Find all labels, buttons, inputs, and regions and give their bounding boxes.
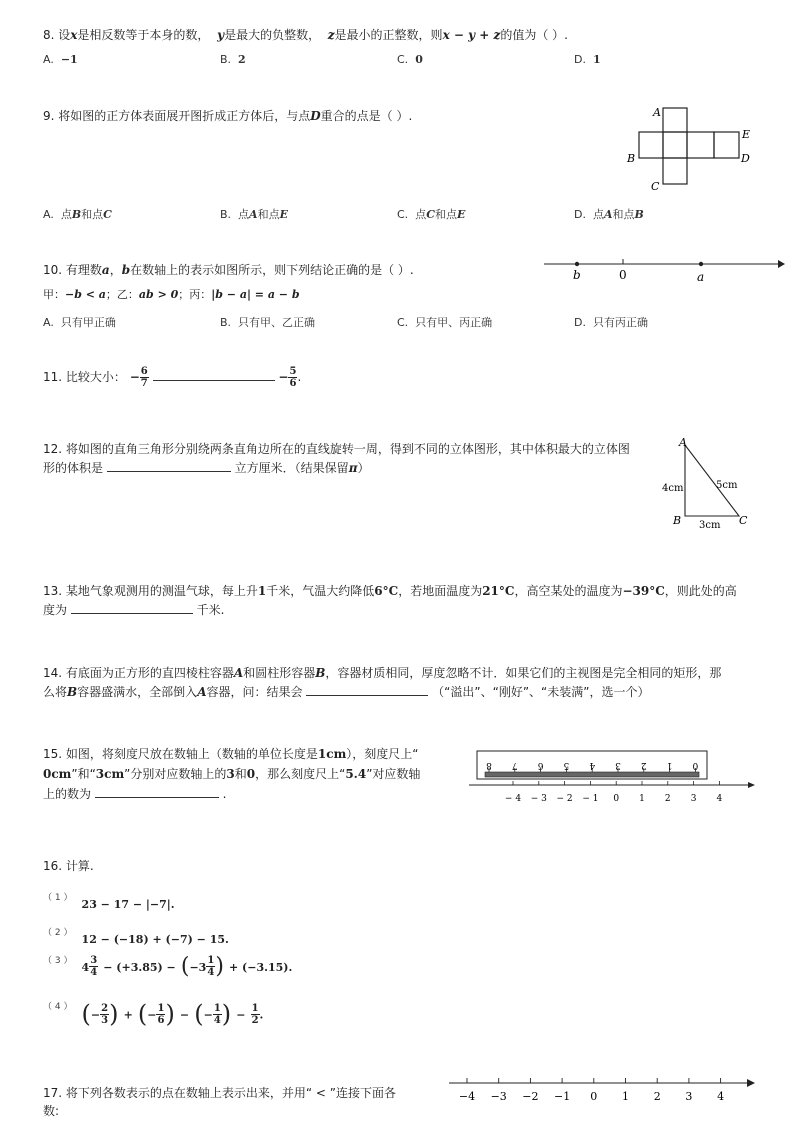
question-12-line1: 12. 将如图的直角三角形分别绕两条直角边所在的直线旋转一周，得到不同的立体图形，其中体积最大的立体图 — [43, 442, 630, 456]
q17-number-line — [445, 1074, 760, 1106]
axis-tick-label: − 2 — [556, 794, 573, 804]
question-13-line1: 13. 某地气象观测用的测温气球，每上升1千米，气温大约降低6°C，若地面温度为21°C，高空某处的温度为−39°C，则此处的高 — [43, 584, 737, 598]
axis-tick-label: −3 — [490, 1090, 507, 1103]
question-8-stem: 8. 设x是相反数等于本身的数， y是最大的负整数， z是最小的正整数，则x − y + z的值为（ ）. — [43, 28, 568, 42]
axis-tick-label: − 1 — [582, 794, 599, 804]
answer-blank-q11[interactable] — [153, 380, 275, 381]
ruler-tick-label: 5 — [563, 760, 570, 770]
q8-option-b[interactable]: B. 2 — [220, 53, 246, 66]
triangle-label-a: A — [679, 436, 687, 449]
answer-blank-q13[interactable] — [71, 613, 193, 614]
q10-number-line — [540, 252, 785, 284]
axis-tick-label: 3 — [685, 1090, 693, 1103]
axis-tick-label: 1 — [639, 794, 645, 804]
q10-option-b[interactable]: B. 只有甲、乙正确 — [220, 316, 316, 329]
q10-option-a[interactable]: A. 只有甲正确 — [43, 316, 116, 329]
net-label-c: C — [651, 180, 660, 193]
q9-option-b[interactable]: B. 点A和点E — [220, 208, 288, 221]
axis-tick-label: 2 — [664, 794, 671, 804]
ruler-tick-label: 7 — [511, 760, 518, 770]
axis-tick-label: − 4 — [504, 794, 522, 804]
question-13-line2: 度为 千米. — [43, 603, 225, 617]
answer-blank-q12[interactable] — [107, 471, 231, 472]
net-label-b: B — [627, 152, 636, 165]
ruler-on-number-line-figure — [465, 748, 760, 808]
q8-option-d[interactable]: D. 1 — [574, 53, 601, 66]
ruler-tick-label: 0 — [692, 760, 699, 770]
right-triangle-figure — [655, 436, 755, 531]
fraction-five-sixths: $\frac{5}{6}$ — [289, 366, 297, 389]
axis-tick-label: − 3 — [530, 794, 547, 804]
q9-option-c[interactable]: C. 点C和点E — [397, 208, 466, 221]
net-label-e: E — [742, 128, 751, 141]
q8-option-c[interactable]: C. 0 — [397, 53, 423, 66]
ruler-tick-label: 3 — [615, 760, 621, 770]
ruler-tick-label: 4 — [589, 760, 596, 770]
question-15-line1: 15. 如图，将刻度尺放在数轴上（数轴的单位长度是1cm），刻度尺上“ — [43, 747, 419, 761]
fraction-six-sevenths: $\frac{6}{7}$ — [140, 366, 148, 389]
q16-item-1: （ 1 ） $_{23 - 17 - |-7|.}$ — [43, 893, 175, 911]
question-9-stem: 9. 将如图的正方体表面展开图折成正方体后，与点D重合的点是（ ）. — [43, 109, 413, 123]
axis-tick-label: 0 — [613, 794, 620, 804]
ruler-tick-label: 6 — [537, 760, 544, 770]
question-15-line3: 上的数为 . — [43, 787, 227, 801]
ruler-tick-label: 2 — [640, 760, 647, 770]
question-12-line2: 形的体积是 立方厘米．（结果保留π） — [43, 461, 370, 475]
question-17-line1: 17. 将下列各数表示的点在数轴上表示出来，并用“ < ”连接下面各 — [43, 1086, 397, 1100]
net-label-a: A — [653, 106, 661, 119]
axis-tick-label: 2 — [653, 1090, 661, 1103]
question-10-stem: 10. 有理数a，b在数轴上的表示如图所示，则下列结论正确的是（ ）. — [43, 263, 414, 277]
question-10-statements: 甲：−b < a；乙：ab > 0；丙：|b − a| = a − b — [43, 288, 300, 301]
axis-label-zero: 0 — [619, 268, 627, 282]
q10-option-c[interactable]: C. 只有甲、丙正确 — [397, 316, 493, 329]
q9-option-a[interactable]: A. 点B和点C — [43, 208, 112, 221]
question-17-line2: 数: — [43, 1104, 60, 1118]
axis-tick-label: 1 — [622, 1090, 629, 1103]
answer-blank-q15[interactable] — [95, 797, 219, 798]
answer-blank-q14[interactable] — [306, 695, 428, 696]
side-ab-label: 4cm — [662, 483, 684, 494]
ruler-tick-label: 8 — [486, 760, 492, 770]
q8-option-a[interactable]: A. −1 — [43, 53, 78, 66]
triangle-label-c: C — [739, 514, 748, 527]
side-bc-label: 3cm — [699, 520, 721, 531]
fraction-one-quarter: $\frac{1}{4}$ — [207, 955, 215, 978]
q16-item-2: （ 2 ） $_{12 - (-18) + (-7) - 15.}$ — [43, 928, 229, 946]
axis-label-b: b — [573, 268, 581, 282]
q16-item-3: $^{( 3 )}$ 4 $\frac{3}{4}$ − (+3.85) − (−3 $\frac{1}{4}$ ) + (−3.15). — [43, 954, 293, 979]
axis-tick-label: 4 — [717, 1090, 725, 1103]
axis-tick-label: −2 — [522, 1090, 539, 1103]
q9-option-d[interactable]: D. 点A和点B — [574, 208, 644, 221]
fraction-three-quarters: $\frac{3}{4}$ — [90, 955, 98, 978]
cube-net-figure — [620, 100, 760, 195]
triangle-label-b: B — [673, 514, 682, 527]
axis-tick-label: −1 — [553, 1090, 571, 1103]
question-14-line2: 么将B容器盛满水，全部倒入A容器，问：结果会 （“溢出”、“刚好”、“未装满”，选一个） — [43, 685, 650, 699]
axis-tick-label: 4 — [716, 794, 723, 804]
ruler-tick-label: 1 — [666, 760, 673, 770]
axis-label-a: a — [697, 270, 705, 284]
axis-tick-label: 0 — [590, 1090, 598, 1103]
side-ac-label: 5cm — [716, 480, 738, 491]
q16-item-4: $^{( 4 )}$ (− $\frac{2}{3}$ ) + (− $\frac{1}{6}$ ) − (− $\frac{1}{4}$ ) − $\frac{1}{2}$ . — [43, 1000, 264, 1028]
net-label-d: D — [741, 152, 750, 165]
axis-tick-label: −4 — [458, 1090, 476, 1103]
axis-tick-label: 3 — [690, 794, 697, 804]
question-11: 11. 比较大小： − $\frac{6}{7}$ − $\frac{5}{6}$ . — [43, 366, 302, 389]
question-14-line1: 14. 有底面为正方形的直四棱柱容器A和圆柱形容器B，容器材质相同，厚度忽略不计．如果它们的主视图是完全相同的矩形，那 — [43, 666, 722, 680]
question-15-line2: 0cm”和“3cm”分别对应数轴上的3和0，那么刻度尺上“5.4”对应数轴 — [43, 767, 421, 781]
q10-option-d[interactable]: D. 只有丙正确 — [574, 316, 648, 329]
question-16-title: 16. 计算. — [43, 859, 94, 873]
